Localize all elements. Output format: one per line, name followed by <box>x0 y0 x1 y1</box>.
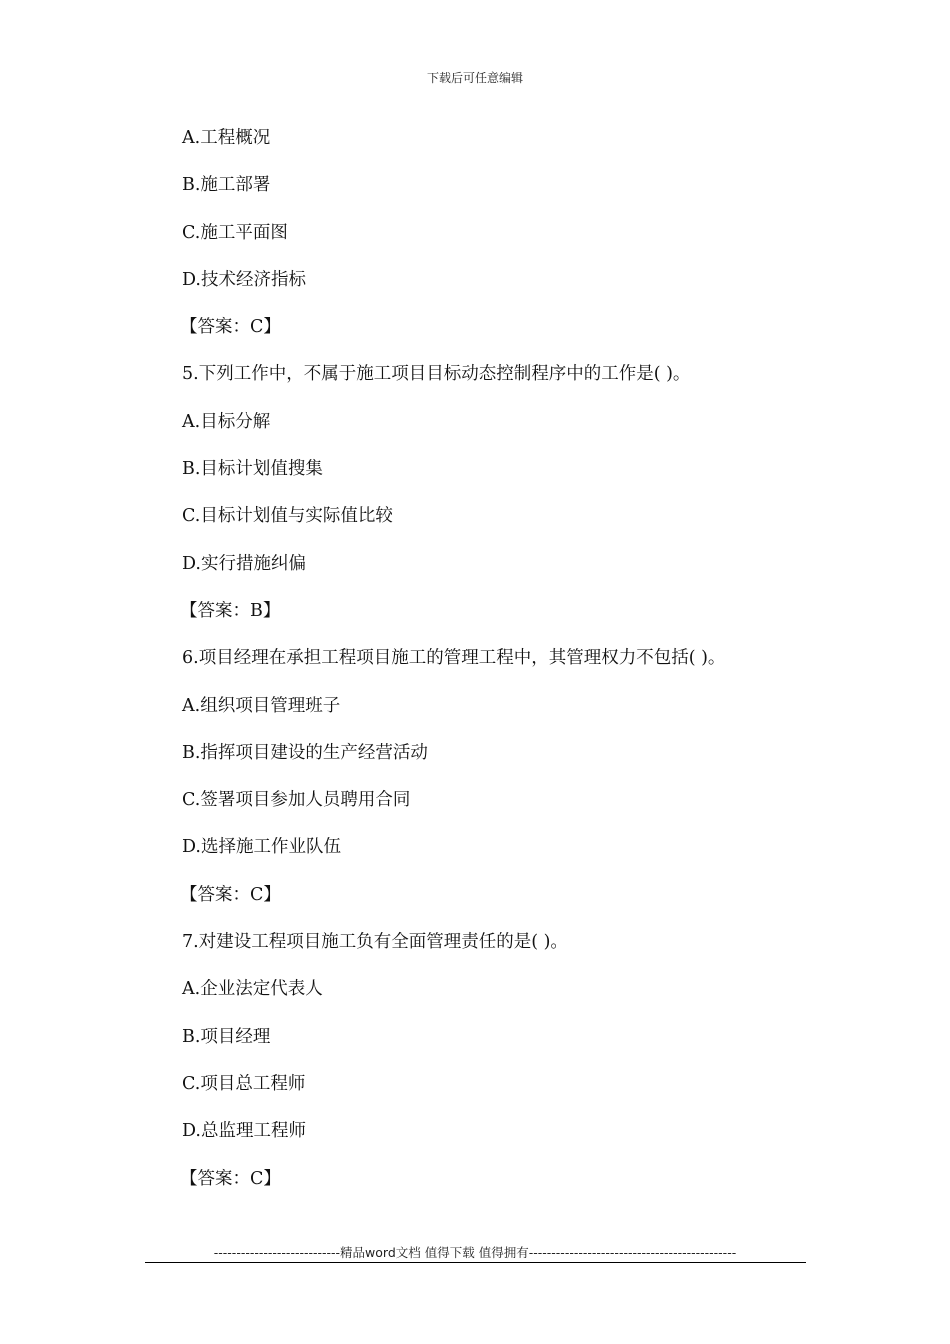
option-line: B.指挥项目建设的生产经营活动 <box>182 742 428 763</box>
question-line: 5.下列工作中，不属于施工项目目标动态控制程序中的工作是( )。 <box>182 364 691 385</box>
option-line: C.目标计划值与实际值比较 <box>182 506 393 527</box>
option-line: A.企业法定代表人 <box>182 979 323 1000</box>
question-line: 6.项目经理在承担工程项目施工的管理工程中，其管理权力不包括( )。 <box>182 648 726 669</box>
page-header: 下载后可任意编辑 <box>426 71 523 85</box>
answer-line: 【答案：C】 <box>180 317 281 338</box>
page-footer: ----------------------------精品word文档 值得下载 值得拥有---------------------------------------------- <box>213 1245 737 1260</box>
option-line: C.项目总工程师 <box>182 1073 306 1094</box>
answer-line: 【答案：B】 <box>180 600 281 621</box>
option-line: B.目标计划值搜集 <box>182 459 323 480</box>
question-line: 7.对建设工程项目施工负有全面管理责任的是( )。 <box>182 932 568 953</box>
option-line: D.选择施工作业队伍 <box>182 837 341 858</box>
footer-divider <box>145 1262 806 1263</box>
option-line: B.项目经理 <box>182 1026 271 1047</box>
option-line: C.签署项目参加人员聘用合同 <box>182 790 411 811</box>
option-line: C.施工平面图 <box>182 222 288 243</box>
option-line: A.工程概况 <box>182 128 271 148</box>
option-line: B.施工部署 <box>182 175 271 196</box>
answer-line: 【答案：C】 <box>180 884 281 905</box>
option-line: D.技术经济指标 <box>182 269 306 290</box>
option-line: D.总监理工程师 <box>182 1121 306 1142</box>
document-body <box>182 121 822 1209</box>
option-line: A.组织项目管理班子 <box>182 695 341 716</box>
answer-line: 【答案：C】 <box>180 1168 281 1189</box>
option-line: D.实行措施纠偏 <box>182 553 306 574</box>
option-line: A.目标分解 <box>182 411 271 432</box>
